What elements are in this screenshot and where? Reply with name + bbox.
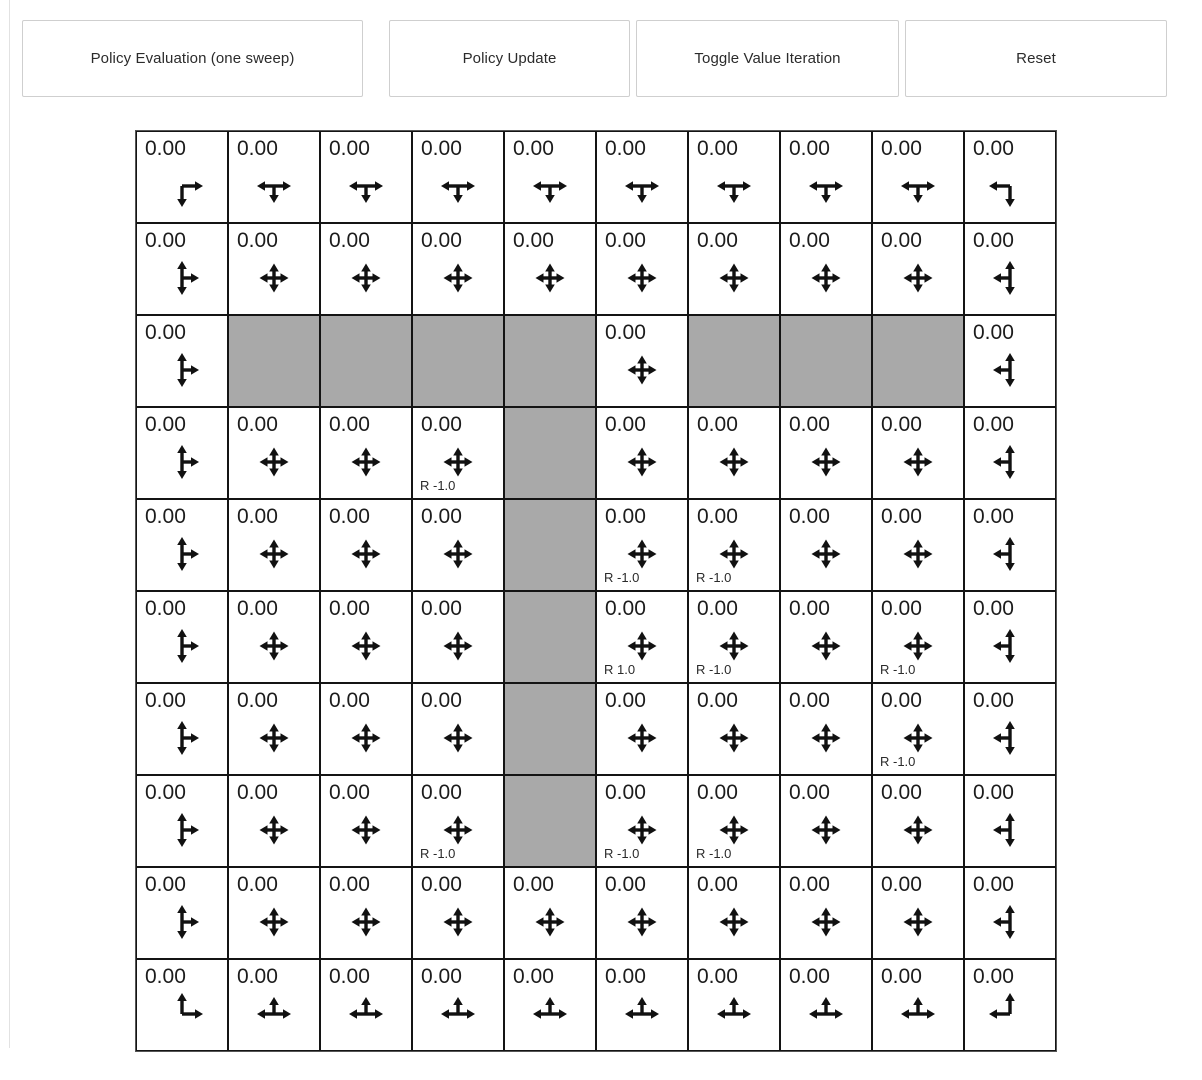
toggle-value-iteration-button[interactable]: Toggle Value Iteration — [636, 20, 899, 97]
cell-value: 0.00 — [605, 321, 646, 344]
policy-arrows-icon — [434, 254, 482, 302]
policy-arrows-icon — [434, 162, 482, 210]
cell-value: 0.00 — [237, 689, 278, 712]
grid-cell — [688, 223, 780, 315]
cell-value: 0.00 — [881, 597, 922, 620]
policy-arrows-icon — [342, 530, 390, 578]
cell-value: 0.00 — [973, 413, 1014, 436]
cell-value: 0.00 — [789, 873, 830, 896]
grid-cell — [136, 867, 228, 959]
policy-arrows-icon — [710, 898, 758, 946]
cell-value: 0.00 — [513, 873, 554, 896]
policy-arrows-icon — [710, 714, 758, 762]
grid-cell — [872, 407, 964, 499]
grid-cell — [320, 407, 412, 499]
grid-cell — [228, 131, 320, 223]
policy-arrows-icon — [986, 530, 1034, 578]
cell-value: 0.00 — [973, 137, 1014, 160]
grid-cell — [412, 407, 504, 499]
wall-cell — [504, 315, 596, 407]
policy-arrows-icon — [710, 438, 758, 486]
grid-cell — [872, 499, 964, 591]
policy-arrows-icon — [158, 530, 206, 578]
policy-arrows-icon — [618, 438, 666, 486]
grid-cell — [964, 591, 1056, 683]
wall-cell — [688, 315, 780, 407]
policy-arrows-icon — [802, 714, 850, 762]
grid-cell — [872, 867, 964, 959]
grid-cell — [780, 223, 872, 315]
policy-arrows-icon — [986, 622, 1034, 670]
wall-cell — [504, 683, 596, 775]
grid-cell — [596, 959, 688, 1051]
cell-value: 0.00 — [605, 781, 646, 804]
policy-arrows-icon — [250, 622, 298, 670]
cell-value: 0.00 — [421, 689, 462, 712]
policy-arrows-icon — [894, 254, 942, 302]
grid-cell — [688, 499, 780, 591]
grid-cell — [228, 867, 320, 959]
policy-arrows-icon — [250, 438, 298, 486]
grid-cell — [412, 775, 504, 867]
cell-value: 0.00 — [789, 229, 830, 252]
grid-cell — [228, 499, 320, 591]
policy-arrows-icon — [250, 254, 298, 302]
cell-value: 0.00 — [145, 413, 186, 436]
grid-cell — [136, 959, 228, 1051]
grid-cell — [780, 959, 872, 1051]
grid-cell — [688, 775, 780, 867]
policy-arrows-icon — [894, 898, 942, 946]
cell-reward: R -1.0 — [604, 570, 640, 585]
grid-cell — [596, 315, 688, 407]
policy-arrows-icon — [158, 622, 206, 670]
cell-value: 0.00 — [237, 597, 278, 620]
grid-cell — [320, 775, 412, 867]
cell-value: 0.00 — [881, 229, 922, 252]
cell-value: 0.00 — [605, 413, 646, 436]
policy-arrows-icon — [986, 438, 1034, 486]
grid-cell — [412, 959, 504, 1051]
policy-arrows-icon — [158, 714, 206, 762]
policy-arrows-icon — [342, 898, 390, 946]
policy-arrows-icon — [158, 254, 206, 302]
policy-arrows-icon — [342, 254, 390, 302]
grid-cell — [688, 959, 780, 1051]
grid-cell — [320, 959, 412, 1051]
cell-value: 0.00 — [329, 781, 370, 804]
cell-value: 0.00 — [421, 873, 462, 896]
wall-cell — [228, 315, 320, 407]
policy-arrows-icon — [802, 898, 850, 946]
policy-arrows-icon — [986, 162, 1034, 210]
grid-cell — [596, 223, 688, 315]
policy-arrows-icon — [434, 530, 482, 578]
grid-cell — [228, 683, 320, 775]
cell-value: 0.00 — [329, 137, 370, 160]
cell-value: 0.00 — [329, 873, 370, 896]
cell-value: 0.00 — [145, 597, 186, 620]
cell-value: 0.00 — [697, 505, 738, 528]
grid-cell — [136, 499, 228, 591]
cell-reward: R -1.0 — [604, 846, 640, 861]
grid-cell — [596, 867, 688, 959]
cell-value: 0.00 — [881, 413, 922, 436]
policy-arrows-icon — [986, 990, 1034, 1038]
policy-arrows-icon — [342, 162, 390, 210]
grid-cell — [228, 959, 320, 1051]
grid-cell — [412, 131, 504, 223]
cell-value: 0.00 — [237, 413, 278, 436]
policy-arrows-icon — [342, 806, 390, 854]
policy-arrows-icon — [526, 254, 574, 302]
policy-arrows-icon — [986, 346, 1034, 394]
policy-arrows-icon — [710, 990, 758, 1038]
policy-arrows-icon — [158, 990, 206, 1038]
cell-value: 0.00 — [697, 873, 738, 896]
policy-arrows-icon — [250, 990, 298, 1038]
gridworld-grid — [135, 130, 1057, 1052]
cell-value: 0.00 — [421, 781, 462, 804]
cell-value: 0.00 — [881, 873, 922, 896]
policy-arrows-icon — [802, 806, 850, 854]
cell-value: 0.00 — [421, 597, 462, 620]
wall-cell — [780, 315, 872, 407]
cell-value: 0.00 — [697, 137, 738, 160]
cell-reward: R -1.0 — [880, 754, 916, 769]
policy-arrows-icon — [158, 898, 206, 946]
wall-cell — [412, 315, 504, 407]
policy-arrows-icon — [158, 806, 206, 854]
wall-cell — [504, 775, 596, 867]
policy-arrows-icon — [894, 530, 942, 578]
grid-cell — [780, 131, 872, 223]
grid-cell — [320, 591, 412, 683]
cell-value: 0.00 — [697, 229, 738, 252]
cell-value: 0.00 — [421, 229, 462, 252]
reset-button[interactable]: Reset — [905, 20, 1167, 97]
policy-arrows-icon — [618, 162, 666, 210]
policy-arrows-icon — [250, 530, 298, 578]
policy-arrows-icon — [894, 990, 942, 1038]
cell-value: 0.00 — [973, 965, 1014, 988]
cell-value: 0.00 — [329, 689, 370, 712]
cell-value: 0.00 — [145, 321, 186, 344]
policy-arrows-icon — [802, 438, 850, 486]
grid-cell — [596, 407, 688, 499]
grid-cell — [320, 223, 412, 315]
cell-value: 0.00 — [789, 781, 830, 804]
grid-cell — [964, 775, 1056, 867]
grid-cell — [412, 499, 504, 591]
policy-arrows-icon — [986, 254, 1034, 302]
cell-value: 0.00 — [973, 873, 1014, 896]
grid-cell — [136, 223, 228, 315]
grid-cell — [504, 223, 596, 315]
cell-value: 0.00 — [237, 781, 278, 804]
cell-value: 0.00 — [881, 965, 922, 988]
policy-arrows-icon — [894, 438, 942, 486]
cell-value: 0.00 — [145, 873, 186, 896]
policy-arrows-icon — [434, 898, 482, 946]
grid-cell — [504, 131, 596, 223]
cell-value: 0.00 — [697, 965, 738, 988]
policy-arrows-icon — [342, 622, 390, 670]
grid-cell — [780, 499, 872, 591]
cell-value: 0.00 — [237, 505, 278, 528]
cell-value: 0.00 — [329, 229, 370, 252]
cell-value: 0.00 — [513, 137, 554, 160]
policy-arrows-icon — [250, 162, 298, 210]
cell-value: 0.00 — [697, 781, 738, 804]
grid-cell — [780, 683, 872, 775]
grid-cell — [412, 867, 504, 959]
cell-value: 0.00 — [789, 137, 830, 160]
policy-arrows-icon — [158, 438, 206, 486]
policy-arrows-icon — [158, 162, 206, 210]
cell-value: 0.00 — [421, 505, 462, 528]
cell-value: 0.00 — [789, 413, 830, 436]
cell-value: 0.00 — [145, 137, 186, 160]
policy-arrows-icon — [802, 990, 850, 1038]
grid-cell — [412, 683, 504, 775]
cell-value: 0.00 — [881, 505, 922, 528]
cell-value: 0.00 — [881, 781, 922, 804]
policy-arrows-icon — [802, 622, 850, 670]
cell-value: 0.00 — [697, 689, 738, 712]
grid-cell — [780, 407, 872, 499]
cell-value: 0.00 — [697, 413, 738, 436]
policy-arrows-icon — [802, 162, 850, 210]
wall-cell — [504, 499, 596, 591]
grid-cell — [596, 499, 688, 591]
policy-arrows-icon — [710, 162, 758, 210]
policy-arrows-icon — [342, 990, 390, 1038]
grid-cell — [872, 959, 964, 1051]
policy-arrows-icon — [250, 898, 298, 946]
grid-cell — [136, 407, 228, 499]
toolbar — [0, 0, 1202, 117]
grid-cell — [964, 223, 1056, 315]
grid-cell — [872, 131, 964, 223]
cell-value: 0.00 — [329, 413, 370, 436]
cell-value: 0.00 — [145, 689, 186, 712]
grid-cell — [964, 683, 1056, 775]
grid-cell — [136, 591, 228, 683]
wall-cell — [504, 591, 596, 683]
policy-arrows-icon — [986, 714, 1034, 762]
cell-reward: R -1.0 — [420, 478, 456, 493]
grid-cell — [504, 867, 596, 959]
cell-value: 0.00 — [513, 965, 554, 988]
policy-arrows-icon — [618, 990, 666, 1038]
grid-cell — [872, 223, 964, 315]
policy-arrows-icon — [894, 162, 942, 210]
grid-cell — [320, 867, 412, 959]
grid-cell — [780, 591, 872, 683]
policy-arrows-icon — [802, 530, 850, 578]
policy-arrows-icon — [342, 714, 390, 762]
cell-reward: R 1.0 — [604, 662, 636, 677]
policy-arrows-icon — [618, 346, 666, 394]
cell-value: 0.00 — [513, 229, 554, 252]
grid-cell — [688, 591, 780, 683]
grid-cell — [596, 591, 688, 683]
cell-reward: R -1.0 — [696, 662, 732, 677]
grid-cell — [964, 315, 1056, 407]
cell-value: 0.00 — [789, 689, 830, 712]
cell-value: 0.00 — [881, 689, 922, 712]
cell-value: 0.00 — [237, 965, 278, 988]
grid-cell — [136, 315, 228, 407]
policy-arrows-icon — [526, 898, 574, 946]
cell-value: 0.00 — [789, 965, 830, 988]
cell-value: 0.00 — [145, 229, 186, 252]
policy-arrows-icon — [342, 438, 390, 486]
policy-arrows-icon — [802, 254, 850, 302]
cell-value: 0.00 — [973, 689, 1014, 712]
policy-arrows-icon — [250, 714, 298, 762]
grid-cell — [596, 683, 688, 775]
wall-cell — [872, 315, 964, 407]
page-left-edge-line — [9, 0, 10, 1048]
cell-value: 0.00 — [237, 873, 278, 896]
grid-cell — [964, 499, 1056, 591]
cell-value: 0.00 — [973, 505, 1014, 528]
grid-cell — [228, 223, 320, 315]
grid-cell — [872, 775, 964, 867]
policy-arrows-icon — [894, 806, 942, 854]
cell-reward: R -1.0 — [696, 846, 732, 861]
policy-update-button[interactable]: Policy Update — [389, 20, 630, 97]
grid-cell — [320, 131, 412, 223]
cell-value: 0.00 — [329, 597, 370, 620]
wall-cell — [320, 315, 412, 407]
grid-cell — [964, 407, 1056, 499]
grid-cell — [596, 131, 688, 223]
cell-value: 0.00 — [605, 137, 646, 160]
policy-arrows-icon — [250, 806, 298, 854]
cell-value: 0.00 — [421, 965, 462, 988]
grid-cell — [872, 683, 964, 775]
cell-reward: R -1.0 — [696, 570, 732, 585]
grid-cell — [136, 683, 228, 775]
cell-value: 0.00 — [329, 505, 370, 528]
policy-arrows-icon — [434, 990, 482, 1038]
grid-cell — [596, 775, 688, 867]
grid-cell — [780, 775, 872, 867]
cell-value: 0.00 — [973, 781, 1014, 804]
cell-value: 0.00 — [605, 229, 646, 252]
cell-value: 0.00 — [605, 505, 646, 528]
cell-value: 0.00 — [697, 597, 738, 620]
cell-value: 0.00 — [329, 965, 370, 988]
grid-cell — [964, 867, 1056, 959]
wall-cell — [504, 407, 596, 499]
cell-value: 0.00 — [881, 137, 922, 160]
cell-value: 0.00 — [789, 597, 830, 620]
policy-evaluation-button[interactable]: Policy Evaluation (one sweep) — [22, 20, 363, 97]
cell-value: 0.00 — [421, 137, 462, 160]
policy-arrows-icon — [434, 622, 482, 670]
policy-arrows-icon — [526, 990, 574, 1038]
cell-value: 0.00 — [145, 505, 186, 528]
grid-cell — [504, 959, 596, 1051]
policy-arrows-icon — [618, 714, 666, 762]
cell-value: 0.00 — [973, 229, 1014, 252]
cell-value: 0.00 — [237, 137, 278, 160]
cell-value: 0.00 — [973, 597, 1014, 620]
grid-cell — [964, 959, 1056, 1051]
grid-cell — [412, 591, 504, 683]
grid-cell — [688, 867, 780, 959]
policy-arrows-icon — [618, 254, 666, 302]
grid-cell — [688, 683, 780, 775]
policy-arrows-icon — [986, 806, 1034, 854]
cell-value: 0.00 — [605, 965, 646, 988]
policy-arrows-icon — [986, 898, 1034, 946]
grid-cell — [780, 867, 872, 959]
policy-arrows-icon — [434, 714, 482, 762]
grid-cell — [136, 775, 228, 867]
policy-arrows-icon — [710, 254, 758, 302]
cell-value: 0.00 — [145, 965, 186, 988]
grid-cell — [228, 591, 320, 683]
cell-value: 0.00 — [605, 689, 646, 712]
grid-cell — [228, 407, 320, 499]
cell-value: 0.00 — [973, 321, 1014, 344]
grid-cell — [320, 683, 412, 775]
cell-value: 0.00 — [605, 597, 646, 620]
policy-arrows-icon — [158, 346, 206, 394]
cell-value: 0.00 — [145, 781, 186, 804]
cell-value: 0.00 — [237, 229, 278, 252]
grid-cell — [412, 223, 504, 315]
grid-cell — [688, 131, 780, 223]
grid-cell — [136, 131, 228, 223]
grid-cell — [320, 499, 412, 591]
grid-cell — [688, 407, 780, 499]
cell-value: 0.00 — [421, 413, 462, 436]
grid-cell — [964, 131, 1056, 223]
cell-value: 0.00 — [789, 505, 830, 528]
policy-arrows-icon — [618, 898, 666, 946]
policy-arrows-icon — [526, 162, 574, 210]
cell-value: 0.00 — [605, 873, 646, 896]
cell-reward: R -1.0 — [420, 846, 456, 861]
grid-cell — [872, 591, 964, 683]
cell-reward: R -1.0 — [880, 662, 916, 677]
grid-cell — [228, 775, 320, 867]
